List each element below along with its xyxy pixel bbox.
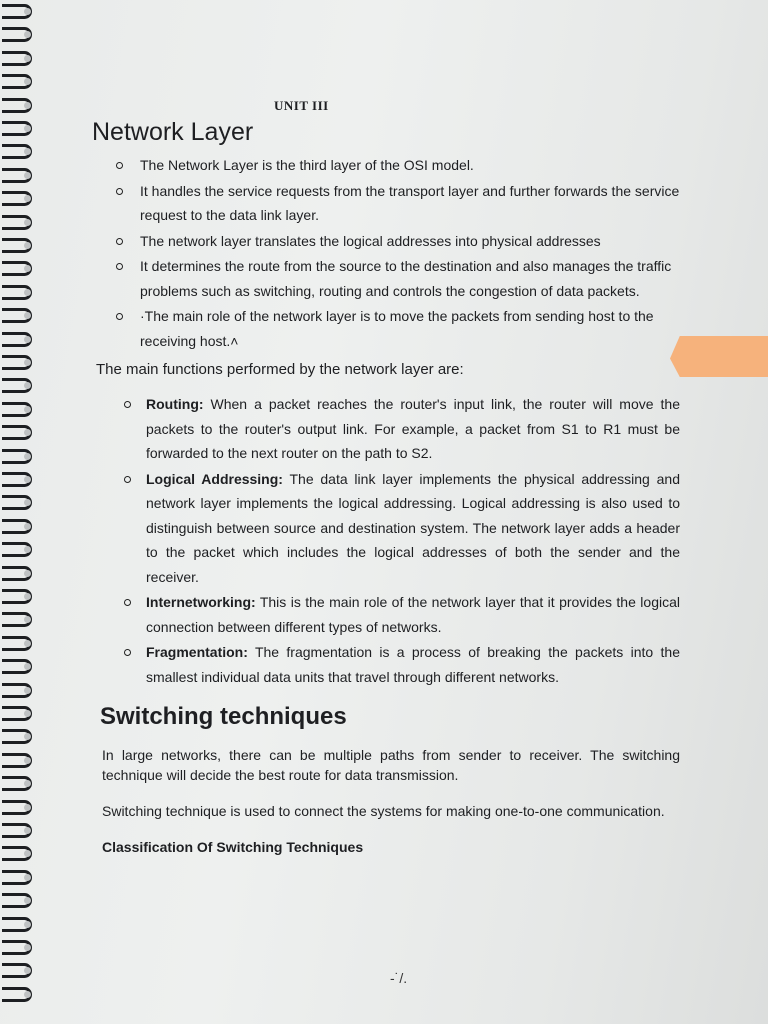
intro-list [92, 153, 680, 353]
punch-hole [24, 757, 31, 764]
functions-list [92, 392, 680, 689]
function-term: Logical Addressing: [146, 470, 283, 487]
punch-hole [24, 921, 31, 928]
function-text: The fragmentation is a process of breaking the packets into the smallest individual data units that travel through different networks. [146, 644, 680, 685]
paragraph: Switching technique is used to connect the systems for making one-to-one communication. [102, 803, 665, 819]
intro-point: The network layer translates the logical addresses into physical addresses [92, 229, 680, 254]
punch-hole [24, 523, 31, 530]
punch-hole [24, 336, 31, 343]
function-term: Routing: [146, 396, 204, 412]
intro-point: The Network Layer is the third layer of the OSI model. [92, 153, 680, 178]
classification-heading: Classification Of Switching Techniques [102, 839, 364, 855]
punch-hole [24, 453, 31, 460]
functions-heading: The main functions performed by the network layer are: [96, 361, 464, 378]
paragraph: In large networks, there can be multiple paths from sender to receiver. The switching technique will decide the best route for data transmission. [102, 747, 680, 783]
punch-hole [24, 8, 31, 15]
page-tab-flag [670, 336, 768, 377]
unit-label: UNIT III [274, 98, 329, 113]
function-item [92, 590, 680, 639]
punch-hole [24, 640, 31, 647]
page-title: Network Layer [92, 118, 254, 146]
intro-point: ·The main role of the network layer is to move the packets from sending host to the receiving host.˄ [92, 304, 680, 353]
intro-point: It handles the service requests from the transport layer and further forwards the service request to the data link layer. [92, 179, 680, 228]
punch-hole [24, 710, 31, 717]
punch-hole [24, 359, 31, 366]
punch-hole [24, 289, 31, 296]
punch-hole [24, 102, 31, 109]
punch-hole [24, 593, 31, 600]
function-item [92, 392, 680, 466]
page-content [92, 98, 680, 855]
handwritten-mark: -˙/. [390, 970, 408, 986]
punch-hole [24, 874, 31, 881]
function-term: Fragmentation: [146, 644, 248, 660]
punch-hole [24, 172, 31, 179]
function-item [92, 467, 680, 590]
function-text: When a packet reaches the router's input link, the router will move the packets to the router's output link. For example, a packet from S1 to R1 must be forwarded to the next router on the path to S2. [146, 396, 680, 461]
function-item [92, 640, 680, 689]
punch-hole [24, 125, 31, 132]
punch-hole [24, 944, 31, 951]
function-term: Internetworking: [146, 594, 256, 610]
punch-hole [24, 476, 31, 483]
punch-hole [24, 55, 31, 62]
punch-hole [24, 406, 31, 413]
intro-point: It determines the route from the source to the destination and also manages the traffic problems such as switching, routing and controls the congestion of data packets. [92, 254, 680, 303]
punch-hole [24, 570, 31, 577]
punch-hole [24, 687, 31, 694]
punch-hole [24, 219, 31, 226]
punch-hole [24, 827, 31, 834]
punch-hole [24, 242, 31, 249]
punch-hole [24, 991, 31, 998]
function-text: This is the main role of the network layer that it provides the logical connection between different types of networks. [146, 594, 680, 635]
spiral-binding [0, 0, 42, 1024]
punch-hole [24, 804, 31, 811]
function-text: The data link layer implements the physical addressing and network layer implements the logical addressing. Logical addressing is also used to distinguish between source and destination system. The network layer adds a header to the packet which includes the logical addresses of both the sender and the receiver. [146, 470, 680, 585]
section-title: Switching techniques [100, 703, 347, 730]
